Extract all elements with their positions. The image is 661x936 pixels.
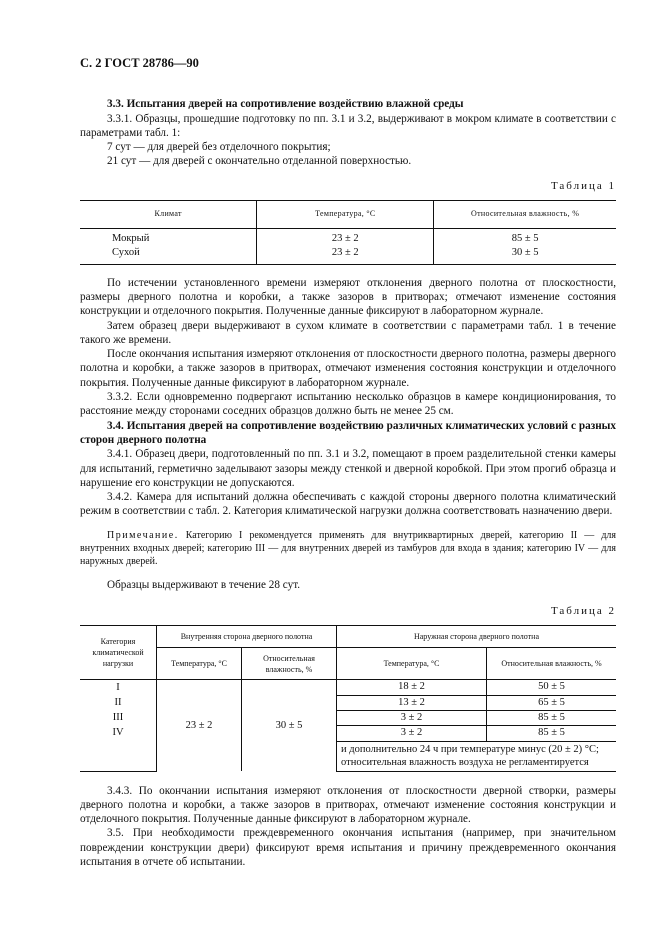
table-2-header-inner: Внутренняя сторона дверного полотна bbox=[157, 626, 337, 648]
table-cell: II bbox=[114, 696, 122, 708]
table-2-inner-humidity: 30 ± 5 bbox=[242, 680, 337, 771]
document-page bbox=[80, 56, 616, 869]
table-2-header-outer: Наружная сторона дверного полотна bbox=[337, 626, 617, 648]
table-row bbox=[80, 246, 616, 264]
table-2-caption: Таблица 2 bbox=[550, 605, 616, 618]
table-1-header: Температура, °С bbox=[257, 201, 434, 229]
table-row bbox=[80, 680, 616, 695]
table-cell: 65 ± 5 bbox=[487, 695, 617, 710]
table-2-header-inner-temp: Температура, °С bbox=[157, 648, 242, 680]
table-cell: 50 ± 5 bbox=[487, 680, 617, 695]
section-3-3-title: 3.3. Испытания дверей на сопротивление воздействию влажной среды bbox=[107, 98, 464, 111]
paragraph-3-4-3: 3.4.3. По окончании испытания измеряют отклонения от плоскостности дверной створки, размеры дверного полотна и коробки, а также зазоров в притворах, отмечают изменение состояния конструкции и отделочного покрытия. Полученные данные фиксируют в лабораторном журнале. bbox=[80, 784, 616, 826]
paragraph-3-3-1: 3.3.1. Образцы, прошедшие подготовку по пп. 3.1 и 3.2, выдерживают в мокром климате в соответствии с параметрами табл. 1: bbox=[80, 112, 616, 139]
table-cell: 85 ± 5 bbox=[487, 726, 617, 741]
table-2-outer-note: и дополнительно 24 ч при температуре минус (20 ± 2) °С; относительная влажность воздуха не регламентируется bbox=[337, 741, 617, 771]
note bbox=[80, 529, 616, 568]
table-cell: 85 ± 5 bbox=[434, 229, 616, 247]
paragraph-3-4-2: 3.4.2. Камера для испытаний должна обеспечивать с каждой стороны дверного полотна климатический режим в соответствии с табл. 2. Категория климатической нагрузки должна соответствовать назначению двери. bbox=[80, 491, 616, 518]
section-3-4-title: 3.4. Испытания дверей на сопротивление воздействию различных климатических условий с разных сторон дверного полотна bbox=[80, 419, 616, 446]
page-header: С. 2 ГОСТ 28786—90 bbox=[80, 56, 199, 70]
table-cell bbox=[80, 741, 157, 771]
table-1 bbox=[80, 200, 616, 265]
table-cell: IV bbox=[112, 727, 124, 739]
table-cell: 18 ± 2 bbox=[337, 680, 487, 695]
paragraph-after-table-1: По истечении установленного времени измеряют отклонения дверного полотна от плоскостности, размеры дверного полотна и коробки, а также зазоров в притворах; отмечают изменение состояния конструкции и отделочного покрытия. Полученные данные фиксируют в лабораторном журнале. bbox=[80, 276, 616, 318]
table-cell: III bbox=[112, 711, 124, 723]
note-text: Категорию I рекомендуется применять для внутриквартирных дверей, категорию II — для внутренних входных дверей; категорию III — для внутренних дверей из тамбуров для входа в здания; категорию IV — для наружных дверей. bbox=[80, 529, 616, 567]
paragraph-3-3-1-a: 7 сут — для дверей без отделочного покрытия; bbox=[107, 141, 331, 154]
table-2-inner-temp: 23 ± 2 bbox=[157, 680, 242, 771]
table-cell: 3 ± 2 bbox=[337, 726, 487, 741]
table-cell: 85 ± 5 bbox=[487, 710, 617, 725]
table-1-caption: Таблица 1 bbox=[550, 179, 616, 192]
table-2-header-outer-humidity: Относительная влажность, % bbox=[487, 648, 617, 680]
table-2-header-outer-temp: Температура, °С bbox=[337, 648, 487, 680]
table-cell: 23 ± 2 bbox=[257, 229, 434, 247]
table-cell: 3 ± 2 bbox=[337, 710, 487, 725]
paragraph-3-3-1-b: 21 сут — для дверей с окончательно отделанной поверхностью. bbox=[107, 155, 412, 168]
paragraph-3-5: 3.5. При необходимости преждевременного окончания испытания (например, при значительном повреждении конструкции двери) фиксируют время испытания и причину преждевременного окончания испытания в отчете об испытании. bbox=[80, 827, 616, 868]
table-1-header: Климат bbox=[80, 201, 257, 229]
paragraph-3-3-2: 3.3.2. Если одновременно подвергают испытанию несколько образцов в камере кондиционирования, то расстояние между сторонами соседних образцов должно быть не менее 25 см. bbox=[80, 391, 616, 418]
table-cell: Сухой bbox=[80, 246, 257, 264]
paragraph-dry-climate: Затем образец двери выдерживают в сухом климате в соответствии с параметрами табл. 1 в течение такого же времени. bbox=[80, 319, 616, 346]
table-cell: I bbox=[116, 681, 120, 693]
table-cell: 23 ± 2 bbox=[257, 246, 434, 264]
table-1-header: Относительная влажность, % bbox=[434, 201, 616, 229]
paragraph-after-test: После окончания испытания измеряют отклонения от плоскостности дверного полотна, размеры дверного полотна и коробки, а также зазоров в притворах, отмечают изменения состояния конструкции и отделочного покрытия. Полученные данные фиксируют в лабораторном журнале. bbox=[80, 348, 616, 389]
table-2-header-inner-humidity: Относительная влажность, % bbox=[242, 648, 337, 680]
table-2 bbox=[80, 625, 616, 771]
table-cell: Мокрый bbox=[112, 233, 150, 245]
note-label: Примечание. bbox=[107, 529, 179, 541]
table-cell: 30 ± 5 bbox=[434, 246, 616, 264]
table-cell: 13 ± 2 bbox=[337, 695, 487, 710]
paragraph-keep-duration: Образцы выдерживают в течение 28 сут. bbox=[107, 578, 301, 591]
table-2-header-category: Категория климатической нагрузки bbox=[80, 626, 157, 680]
paragraph-3-4-1: 3.4.1. Образец двери, подготовленный по пп. 3.1 и 3.2, помещают в проем разделительной стенки камеры для испытаний, герметично заделывают зазоры между стенкой и дверной коробкой. При этом прогиб образца и нарушение его конструкции не допускаются. bbox=[80, 448, 616, 489]
table-row bbox=[80, 229, 616, 247]
